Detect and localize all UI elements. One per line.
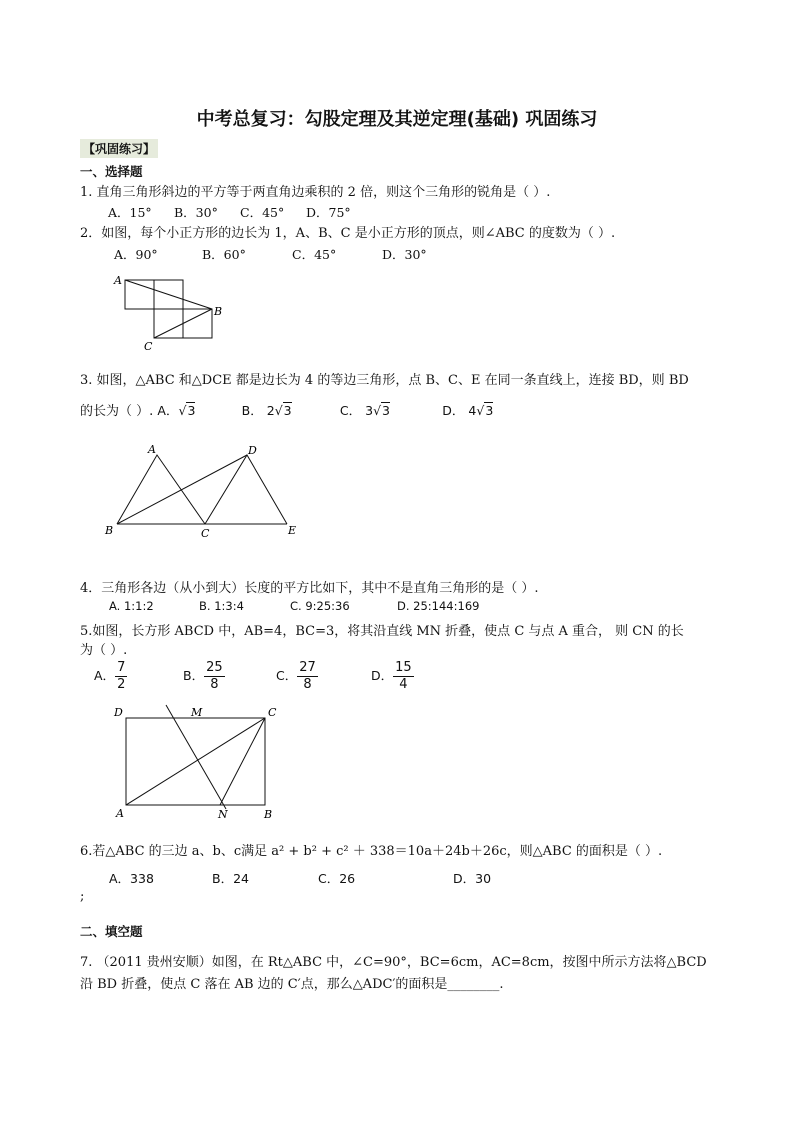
q6-option-a: A．338 — [109, 871, 154, 886]
grid-figure-q2 — [110, 270, 230, 355]
q5-option-c: C． $\frac{27}{8}$ — [276, 660, 316, 692]
q1-option-d: D．75° — [306, 205, 351, 220]
label-c: C — [201, 527, 210, 540]
fold-line-mn — [166, 705, 226, 809]
question-6-text: 6.若△ABC 的三边 a、b、c满足 a² + b² + c² ＋ 338＝10a＋24b＋26c，则△ABC 的面积是（ ）. — [80, 844, 663, 859]
label-b: B — [105, 524, 114, 537]
q5-option-d: D． $\frac{15}{4}$ — [371, 660, 412, 692]
q2-option-b: B．60° — [202, 247, 246, 262]
question-1-options — [108, 203, 351, 221]
q3-option-b: B． 2√3 — [241, 403, 292, 418]
label-n: N — [218, 808, 228, 821]
page-title: 中考总复习：勾股定理及其逆定理(基础) 巩固练习 — [196, 109, 598, 130]
q4-option-a: A. 1:1:2 — [109, 599, 154, 613]
label-c: C — [144, 340, 153, 353]
question-2-text: 2．如图，每个小正方形的边长为 1，A、B、C 是小正方形的顶点，则∠ABC 的度数为（ ）. — [80, 226, 616, 241]
q1-option-c: C．45° — [240, 205, 285, 220]
q2-option-c: C．45° — [292, 247, 337, 262]
label-b: B — [264, 808, 273, 821]
label-d: D — [114, 706, 123, 719]
question-7-line1: 7. （2011 贵州安顺）如图，在 Rt△ABC 中，∠C=90°，BC=6cm，AC=8cm，按图中所示方法将△BCD — [80, 955, 707, 970]
diagonal-ac — [126, 718, 265, 805]
label-a: A — [116, 807, 124, 820]
triangle-figure-q3 — [100, 440, 310, 540]
q4-option-b: B. 1:3:4 — [199, 599, 244, 613]
question-7-line2: 沿 BD 折叠，使点 C 落在 AB 边的 C′点，那么△ADC′的面积是________. — [80, 977, 504, 992]
label-a: A — [114, 274, 122, 287]
q1-option-b: B．30° — [174, 205, 218, 220]
question-3-line2: 的长为（ ）. A．√3 B． 2√3 C． 3√3 D． 4√3 — [80, 403, 494, 419]
question-5-options — [94, 660, 414, 693]
label-d: D — [248, 444, 257, 457]
segment-ab — [125, 280, 212, 309]
q2-option-a: A．90° — [114, 247, 158, 262]
q6-option-d: D．30 — [453, 871, 492, 886]
label-c: C — [268, 706, 277, 719]
section-heading-choice: 一、选择题 — [80, 164, 143, 179]
question-2-options — [114, 245, 427, 263]
grid-square — [183, 309, 212, 338]
label-m: M — [191, 706, 203, 719]
q5-option-a: A． $\frac{7}{2}$ — [94, 660, 126, 692]
question-6-options — [109, 869, 491, 887]
rectangle-figure-q5 — [108, 703, 293, 823]
triangle-dce — [205, 455, 287, 524]
question-1-text: 1. 直角三角形斜边的平方等于两直角边乘积的 2 倍，则这个三角形的锐角是（ ）. — [80, 185, 551, 200]
label-a: A — [148, 443, 156, 456]
stray-semicolon: ; — [80, 889, 85, 904]
question-4-text: 4．三角形各边（从小到大）长度的平方比如下，其中不是直角三角形的是（ ）. — [80, 581, 539, 596]
q2-option-d: D．30° — [382, 247, 427, 262]
q6-option-c: C．26 — [318, 871, 356, 886]
q3-option-c: C． 3√3 — [339, 403, 390, 418]
triangle-abc — [117, 455, 205, 524]
q4-option-c: C. 9:25:36 — [290, 599, 350, 613]
q1-option-a: A．15° — [108, 205, 152, 220]
question-4-options — [109, 599, 479, 613]
question-3-line1: 3. 如图，△ABC 和△DCE 都是边长为 4 的等边三角形，点 B、C、E 在同一条直线上，连接 BD，则 BD — [80, 373, 689, 388]
q4-option-d: D. 25:144:169 — [397, 599, 480, 613]
q6-option-b: B．24 — [212, 871, 249, 886]
question-5-line1: 5.如图，长方形 ABCD 中，AB=4，BC=3，将其沿直线 MN 折叠，使点 C 与点 A 重合， 则 CN 的长 — [80, 624, 684, 639]
question-5-line2: 为（ ）. — [80, 643, 128, 658]
q3-option-d: D． 4√3 — [442, 403, 494, 418]
grid-square — [154, 309, 183, 338]
label-e: E — [288, 524, 297, 537]
q5-option-b: B． $\frac{25}{8}$ — [183, 660, 223, 692]
label-b: B — [214, 305, 223, 318]
segment-cn — [220, 718, 265, 805]
section-heading-fill-in: 二、填空题 — [80, 924, 143, 939]
section-tag: 【巩固练习】 — [80, 139, 158, 158]
